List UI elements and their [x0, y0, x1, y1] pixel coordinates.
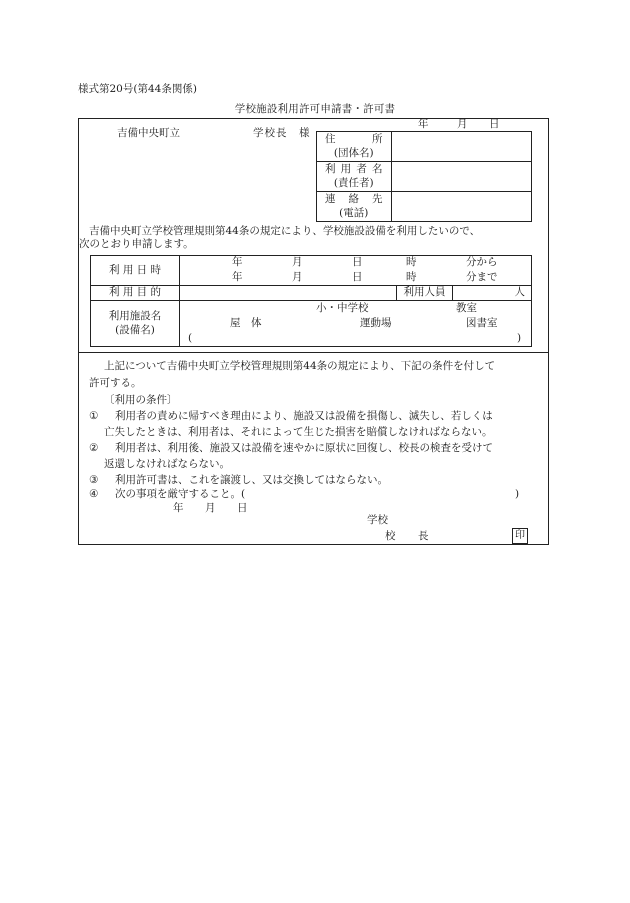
condition-2-cont: 返還しなければならない。 — [104, 458, 230, 470]
facility-field[interactable]: 小・中学校 教室 屋 体 運動場 図書室 ( ) — [180, 301, 532, 347]
permit-month: 月 — [205, 502, 216, 514]
address-label: 住 所 (団体名) — [317, 132, 392, 162]
purpose-cell — [180, 286, 532, 301]
permit-day: 日 — [237, 502, 248, 514]
document-title: 学校施設利用許可申請書・許可書 — [234, 103, 396, 115]
date-month: 月 — [457, 118, 468, 130]
usage-datetime-row — [91, 256, 532, 286]
condition-4-close: ) — [515, 488, 520, 500]
people-field[interactable]: 人 — [514, 286, 525, 298]
condition-1: ① 利用者の責めに帰すべき理由により、施設又は設備を損傷し、滅失し、若しくは — [89, 410, 493, 422]
datetime-label: 利 用 日 時 — [91, 256, 180, 286]
permission-statement-cont: 許可する。 — [89, 377, 142, 389]
addressee-principal: 学校長 様 — [253, 127, 311, 139]
purpose-field[interactable] — [180, 286, 397, 300]
condition-2: ② 利用者は、利用後、施設又は設備を速やかに原状に回復し、校長の検査を受けて — [89, 442, 493, 454]
application-statement: 吉備中央町立学校管理規則第44条の規定により、学校施設設備を利用したいので、 次のとおり申請します。 — [79, 225, 481, 251]
facility-label: 利用施設名 (設備名) — [91, 301, 180, 347]
address-field[interactable] — [391, 132, 531, 162]
date-day: 日 — [489, 118, 500, 130]
applicant-table — [316, 131, 532, 222]
usage-purpose-row — [91, 286, 532, 301]
permit-year: 年 — [173, 502, 184, 514]
applicant-row-address — [317, 132, 532, 162]
section-divider — [78, 352, 549, 353]
usage-table — [90, 255, 532, 347]
permission-statement: 上記について吉備中央町立学校管理規則第44条の規定により、下記の条件を付して — [104, 360, 496, 372]
user-name-field[interactable] — [391, 162, 531, 192]
date-year: 年 — [418, 118, 429, 130]
condition-3: ③ 利用許可書は、これを譲渡し、又は交換してはならない。 — [89, 474, 388, 486]
contact-field[interactable] — [391, 192, 531, 222]
condition-1-cont: 亡失したときは、利用者は、それによって生じた損害を賠償しなければならない。 — [104, 426, 493, 438]
issuer-principal: 校 長 — [385, 530, 435, 542]
addressee-town: 吉備中央町立 — [117, 127, 180, 139]
people-label: 利用人員 — [397, 286, 453, 300]
form-reference: 様式第20号(第44条関係) — [78, 83, 197, 95]
usage-facility-row — [91, 301, 532, 347]
contact-label: 連 絡 先 (電話) — [317, 192, 392, 222]
datetime-field[interactable]: 年 月 日 時 分から 年 月 日 時 分まで — [180, 256, 532, 286]
seal-mark: 印 — [512, 528, 528, 544]
user-name-label: 利用者名 (責任者) — [317, 162, 392, 192]
issuer-school: 学校 — [367, 514, 388, 526]
condition-4: ④ 次の事項を厳守すること。( — [89, 488, 246, 500]
applicant-row-contact — [317, 192, 532, 222]
applicant-row-user — [317, 162, 532, 192]
purpose-label: 利 用 目 的 — [91, 286, 180, 301]
conditions-title: 〔利用の条件〕 — [104, 394, 178, 406]
